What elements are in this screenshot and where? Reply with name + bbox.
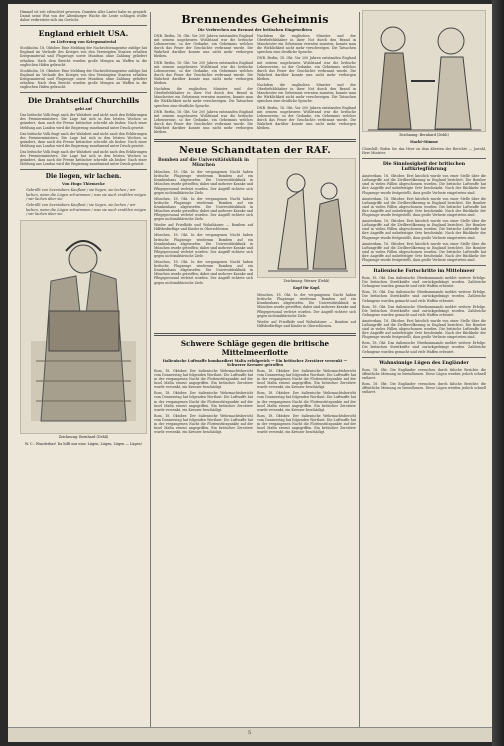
cartoon-drawing-right — [363, 11, 485, 131]
cartoon-caption-left: W. C.: Wunderbar! Da hilft nur eins: Lügen, Lügen, Lügen — Lügen! — [24, 442, 143, 447]
article-raf-4: München, 18. Okt. In der vergangenen Nacht haben britische Flugzeuge wiederum Bomben auf ein Krankenhaus abgeworfen. Die Universitätsklinik in München wurde getroffen; dabei sind mehrere Kranke und Pflegepersonal verletzt worden. Der Angriff richtete sich gegen nichtmilitärische Ziele. — [154, 233, 253, 258]
article-raf-6: München, 18. Okt. In der vergangenen Nacht haben britische Flugzeuge wiederum Bomben auf ein Krankenhaus abgeworfen. Die Universitätsklinik in München wurde getroffen; dabei sind mehrere Kranke und Pflegepersonal verletzt worden. Der Angriff richtete sich gegen nichtmilitärische Ziele. — [257, 293, 356, 318]
subheadline-churchill: geht auf — [75, 107, 92, 112]
cartoon-drawing-center — [258, 159, 355, 277]
scan-edge — [492, 0, 504, 746]
article-geheimnis-2c: Nachdem die englischen Minister und der Oberbefehlshaber in ihrer Not durch den Brand in Manchester ein Geheimnis verraten mussten, konnte man die Wirklichkeit nicht mehr verschweigen. Die Tatsachen sprechen eine deutliche Sprache. — [257, 83, 356, 104]
cartoon-caption-center: Kopf für Kopf. — [292, 286, 321, 291]
column-rule — [359, 12, 360, 734]
cartoon-caption-text-right: Churchill: Rufen Sie das Heer zu dem ältesten der Berichte — Jawohl, Herr Minister. — [362, 147, 486, 156]
article-luftkrieg-1: Amsterdam, 18. Oktober. Erst kürzlich wurde von einer Stelle über die Luftangriffe auf die Zivilbevölkerung in England berichtet. Die Bomber sind in vielen Fällen abgeschossen worden. Die britische Luftwaffe hat ihre Angriffe auf unbefestigte Orte beschränkt. Nach der Rückkehr der Flugzeuge wurde festgestellt, dass große Verluste eingetreten sind. — [362, 174, 486, 195]
newspaper-page — [8, 4, 492, 742]
column-right — [362, 10, 486, 735]
cartoon-illustration-left — [20, 220, 147, 434]
divider-double — [154, 139, 356, 142]
article-raf-3: Wieder auf Friedhöfe und Wohnhäuser — Bomben auf Hilfsbedürftige und Kinder in Oberschlesien. — [154, 223, 253, 232]
headline-italien: Italienische Fortschritte im Mittelmeer — [373, 269, 475, 275]
subheadline-brennendes-geheimnis: Die Verbrechen am Brennst der britischen Eingeweihten — [197, 28, 313, 32]
article-mittelmeer-6: Rom, 18. Oktober. Der italienische Wehrmachtsbericht vom Donnerstag hat folgenden Wortlaut: Die Luftwaffe hat in der vergangenen Nacht die Flottenstützpunkte auf der Insel Malta erneut angegriffen. Ein britischer Zerstörer wurde versenkt, ein Kreuzer beschädigt. — [257, 413, 356, 435]
article-italien-3: Rom, 18. Okt. Das italienische Oberkommando meldet weitere Erfolge. Die britischen Streitkräfte sind zurückgedrängt worden. Zahlreiche Gefangene wurden gemacht und viele Waffen erbeutet. — [362, 304, 486, 317]
article-luftkrieg-3: Amsterdam, 18. Oktober. Erst kürzlich wurde von einer Stelle über die Luftangriffe auf die Zivilbevölkerung in England berichtet. Die Bomber sind in vielen Fällen abgeschossen worden. Die britische Luftwaffe hat ihre Angriffe auf unbefestigte Orte beschränkt. Nach der Rückkehr der Flugzeuge wurde festgestellt, dass große Verluste eingetreten sind. — [362, 219, 486, 240]
article-mittelmeer-1: Rom, 18. Oktober. Der italienische Wehrmachtsbericht vom Donnerstag hat folgenden Wortlaut: Die Luftwaffe hat in der vergangenen Nacht die Flottenstützpunkte auf der Insel Malta erneut angegriffen. Ein britischer Zerstörer wurde versenkt, ein Kreuzer beschädigt. — [154, 368, 253, 390]
divider — [362, 265, 486, 266]
divider — [20, 25, 147, 26]
article-italien-2: Rom, 18. Okt. Das italienische Oberkommando meldet weitere Erfolge. Die britischen Streitkräfte sind zurückgedrängt worden. Zahlreiche Gefangene wurden gemacht und viele Waffen erbeutet. — [362, 290, 486, 303]
article-mittelmeer-4: Rom, 18. Oktober. Der italienische Wehrmachtsbericht vom Donnerstag hat folgenden Wortlaut: Die Luftwaffe hat in der vergangenen Nacht die Flottenstützpunkte auf der Insel Malta erneut angegriffen. Ein britischer Zerstörer wurde versenkt, ein Kreuzer beschädigt. — [257, 368, 356, 390]
poem-text-2: Gebrüllt von Seeräubers Kaufleut / sie liegen, sie lachen / wir lachen, wenn die Lügen schwimmen / was sie auch erzählen mögen / wir lachen über sie — [26, 203, 147, 216]
poem-author: Von Hugo Thiemecke — [62, 182, 105, 187]
article-italien-5: Rom, 18. Okt. Das italienische Oberkommando meldet weitere Erfolge. Die britischen Streitkräfte sind zurückgedrängt worden. Zahlreiche Gefangene wurden gemacht und viele Waffen erbeutet. — [362, 341, 486, 354]
article-mittelmeer-row — [154, 369, 356, 436]
article-geheimnis-2d: DNB. Berlin, 18. Okt. Vor 200 Jahren entstanden England mit seinem ungeheuren Wohlstand war die britische Lebensweise, so der Gedanke, ein Geheimnis welches durch das Feuer der Geschichte verbrannt wurde. Die Wahrheit darüber konnte nun nicht mehr verborgen bleiben. — [257, 105, 356, 130]
article-mittelmeer-3: Rom, 18. Oktober. Der italienische Wehrmachtsbericht vom Donnerstag hat folgenden Wortlaut: Die Luftwaffe hat in der vergangenen Nacht die Flottenstützpunkte auf der Insel Malta erneut angegriffen. Ein britischer Zerstörer wurde versenkt, ein Kreuzer beschädigt. — [154, 413, 253, 435]
article-geheimnis-2b: DNB. Berlin, 18. Okt. Vor 200 Jahren entstanden England mit seinem ungeheuren Wohlstand war die britische Lebensweise, so der Gedanke, ein Geheimnis welches durch das Feuer der Geschichte verbrannt wurde. Die Wahrheit darüber konnte nun nicht mehr verborgen bleiben. — [257, 56, 356, 81]
column-center — [154, 10, 356, 735]
article-italien-4: Amsterdam, 18. Oktober. Erst kürzlich wurde von einer Stelle über die Luftangriffe auf die Zivilbevölkerung in England berichtet. Die Bomber sind in vielen Fällen abgeschossen worden. Die britische Luftwaffe hat ihre Angriffe auf unbefestigte Orte beschränkt. Nach der Rückkehr der Flugzeuge wurde festgestellt, dass große Verluste eingetreten sind. — [362, 318, 486, 340]
column1-top-text: Himmel ist seit erleuchtet gewesen. Damiten aller Laster habe zu gespielt. Damit seine Wut von der Altenburger Wache die Leute schlagen wollte daher verbreitete sich ein Gerücht. — [20, 10, 147, 23]
cartoon-drawing — [21, 221, 146, 433]
cartoon-illustration-center — [257, 158, 356, 278]
divider — [20, 169, 147, 170]
article-italien-1: Rom, 18. Okt. Das italienische Oberkommando meldet weitere Erfolge. Die britischen Streitkräfte sind zurückgedrängt worden. Zahlreiche Gefangene wurden gemacht und viele Waffen erbeutet. — [362, 276, 486, 289]
article-mittelmeer-5: Rom, 18. Oktober. Der italienische Wehrmachtsbericht vom Donnerstag hat folgenden Wortlaut: Die Luftwaffe hat in der vergangenen Nacht die Flottenstützpunkte auf der Insel Malta erneut angegriffen. Ein britischer Zerstörer wurde versenkt, ein Kreuzer beschädigt. — [257, 391, 356, 412]
headline-wahnsinnige-luegen: Wahnsinnige Lügen des Engländer — [379, 360, 469, 366]
cartoon-credit-center: Zeichnung: Werner (Dehli) — [283, 279, 330, 284]
article-churchill: Das britische Volk fragt nach der Wahrheit und nicht nach den Erklärungen des Premierministers. Die Lage hat sich in den letzten Wochen so geändert, dass auch die Presse kritischer schreibt als bisher. Nach einer Meldung aus London wird die Regierung zunehmend unter Druck gesetzt. — [20, 113, 147, 130]
divider — [20, 92, 147, 93]
article-raf-1: München, 18. Okt. In der vergangenen Nacht haben britische Flugzeuge wiederum Bomben auf ein Krankenhaus abgeworfen. Die Universitätsklinik in München wurde getroffen; dabei sind mehrere Kranke und Pflegepersonal verletzt worden. Der Angriff richtete sich gegen nichtmilitärische Ziele. — [154, 170, 253, 195]
article-geheimnis-1c: Nachdem die englischen Minister und der Oberbefehlshaber in ihrer Not durch den Brand in Manchester ein Geheimnis verraten mussten, konnte man die Wirklichkeit nicht mehr verschweigen. Die Tatsachen sprechen eine deutliche Sprache. — [154, 87, 253, 108]
article-mittelmeer-2: Rom, 18. Oktober. Der italienische Wehrmachtsbericht vom Donnerstag hat folgenden Wortlaut: Die Luftwaffe hat in der vergangenen Nacht die Flottenstützpunkte auf der Insel Malta erneut angegriffen. Ein britischer Zerstörer wurde versenkt, ein Kreuzer beschädigt. — [154, 391, 253, 412]
cartoon-credit-right: Zeichnung: Bernhard (Dehli) — [399, 133, 449, 137]
divider — [362, 158, 486, 159]
headline-luftkrieg: Die Sinnlosigkeit der britischen Luftkriegführung — [382, 162, 466, 173]
headline-poem: Die liegen, wir lachen. — [45, 173, 122, 181]
column-left — [20, 10, 147, 735]
article-geheimnis-1d: DNB. Berlin, 18. Okt. Vor 200 Jahren entstanden England mit seinem ungeheuren Wohlstand war die britische Lebensweise, so der Gedanke, ein Geheimnis welches durch das Feuer der Geschichte verbrannt wurde. Die Wahrheit darüber konnte nun nicht mehr verborgen bleiben. — [154, 109, 253, 135]
headline-mittelmeerflotte: Schwere Schläge gegen die britische Mittelmeerflotte — [180, 338, 330, 357]
article-luegen-2: Rom, 18. Okt. Die Engländer versuchen durch falsche Berichte die öffentliche Meinung zu beeinflussen. Diese Lügen werden jedoch schnell entlarvt. — [362, 381, 486, 395]
article-churchill-cont2: Das britische Volk fragt nach der Wahrheit und nicht nach den Erklärungen des Premierministers. Die Lage hat sich in den letzten Wochen so geändert, dass auch die Presse kritischer schreibt als bisher. Nach einer Meldung aus London wird die Regierung zunehmend unter Druck gesetzt. — [20, 149, 147, 167]
subheadline-mittelmeerflotte: Italienische Luftwaffe bombardiert Malta erfolgreich — Ein britischer Zerstörer versenkt — Schwerer Kreuzer getroffen — [162, 358, 348, 367]
headline-england-usa: England erhielt USA. — [38, 29, 129, 39]
article-geheimnis-1b: DNB. Berlin, 18. Okt. Vor 200 Jahren entstanden England mit seinem ungeheuren Wohlstand war die britische Lebensweise, so der Gedanke, ein Geheimnis welches durch das Feuer der Geschichte verbrannt wurde. Die Wahrheit darüber konnte nun nicht mehr verborgen bleiben. — [154, 60, 253, 86]
page-footer — [8, 727, 492, 742]
subheadline-england-usa: zu Lieferung von Kriegsmaterial — [50, 40, 117, 45]
headline-churchill: Die Drahtseilaf Churchills — [27, 96, 140, 106]
page-number: 5 — [248, 730, 252, 736]
headline-brennendes-geheimnis: Brennendes Geheimnis — [181, 13, 329, 26]
article-england-usa-cont: Stockholm, 18. Oktober. Eine Meldung der Nachrichtenagentur zufolge hat England im Verlaufe des Krieges von den Vereinigten Staaten erhalten Kriegsmaterial und Flugzeuge sowie Munition ohne Zahlung geliefert erhalten. Nach dem Bericht wurden große Mengen an Waffen in die englischen Häfen gebracht. — [20, 68, 147, 90]
article-raf-7: Wieder auf Friedhöfe und Wohnhäuser — Bomben auf Hilfsbedürftige und Kinder in Oberschlesien. — [257, 319, 356, 328]
divider — [362, 357, 486, 358]
article-geheimnis-2: Nachdem die englischen Minister und der Oberbefehlshaber in ihrer Not durch den Brand in Manchester ein Geheimnis verraten mussten, konnte man die Wirklichkeit nicht mehr verschweigen. Die Tatsachen sprechen eine deutliche Sprache. — [257, 34, 356, 55]
poem-text: Gebrüllt von Seeräubers Kaufleut / sie liegen, sie lachen / wir lachen, wenn die Lügen schwimmen / was sie auch erzählen mögen / wir lachen über sie — [26, 188, 147, 201]
cartoon-illustration-right — [362, 10, 486, 132]
divider-double — [154, 333, 356, 336]
article-two-col — [154, 34, 356, 136]
article-england-usa: Stockholm, 18. Oktober. Eine Meldung der Nachrichtenagentur zufolge hat England im Verlaufe des Krieges von den Vereinigten Staaten erhalten Kriegsmaterial und Flugzeuge sowie Munition ohne Zahlung geliefert erhalten. Nach dem Bericht wurden große Mengen an Waffen in die englischen Häfen gebracht. — [20, 46, 147, 67]
article-luftkrieg-2: Amsterdam, 18. Oktober. Erst kürzlich wurde von einer Stelle über die Luftangriffe auf die Zivilbevölkerung in England berichtet. Die Bomber sind in vielen Fällen abgeschossen worden. Die britische Luftwaffe hat ihre Angriffe auf unbefestigte Orte beschränkt. Nach der Rückkehr der Flugzeuge wurde festgestellt, dass große Verluste eingetreten sind. — [362, 196, 486, 218]
cartoon-credit-left: Zeichnung: Bernhard (Dehli) — [58, 435, 109, 440]
headline-raf: Neue Schandtaten der RAF. — [179, 145, 331, 157]
cartoon-caption-right: Macht-Stimme — [409, 140, 439, 144]
subheadline-raf: Bomben auf die Universitätsklinik in München — [158, 158, 249, 169]
article-luegen-1: Rom, 18. Okt. Die Engländer versuchen durch falsche Berichte die öffentliche Meinung zu beeinflussen. Diese Lügen werden jedoch schnell entlarvt. — [362, 367, 486, 380]
article-churchill-cont: Das britische Volk fragt nach der Wahrheit und nicht nach den Erklärungen des Premierministers. Die Lage hat sich in den letzten Wochen so geändert, dass auch die Presse kritischer schreibt als bisher. Nach einer Meldung aus London wird die Regierung zunehmend unter Druck gesetzt. — [20, 131, 147, 148]
article-raf-5: München, 18. Okt. In der vergangenen Nacht haben britische Flugzeuge wiederum Bomben auf ein Krankenhaus abgeworfen. Die Universitätsklinik in München wurde getroffen; dabei sind mehrere Kranke und Pflegepersonal verletzt worden. Der Angriff richtete sich gegen nichtmilitärische Ziele. — [154, 260, 253, 285]
article-raf-row — [154, 158, 356, 330]
column-rule — [150, 12, 151, 734]
article-luftkrieg-4: Amsterdam, 18. Oktober. Erst kürzlich wurde von einer Stelle über die Luftangriffe auf die Zivilbevölkerung in England berichtet. Die Bomber sind in vielen Fällen abgeschossen worden. Die britische Luftwaffe hat ihre Angriffe auf unbefestigte Orte beschränkt. Nach der Rückkehr der Flugzeuge wurde festgestellt, dass große Verluste eingetreten sind. — [362, 241, 486, 262]
article-geheimnis-1: DNB. Berlin, 18. Okt. Vor 200 Jahren entstanden England mit seinem ungeheuren Wohlstand war die britische Lebensweise, so der Gedanke, ein Geheimnis welches durch das Feuer der Geschichte verbrannt wurde. Die Wahrheit darüber konnte nun nicht mehr verborgen bleiben. — [154, 34, 253, 59]
article-raf-2: München, 18. Okt. In der vergangenen Nacht haben britische Flugzeuge wiederum Bomben auf ein Krankenhaus abgeworfen. Die Universitätsklinik in München wurde getroffen; dabei sind mehrere Kranke und Pflegepersonal verletzt worden. Der Angriff richtete sich gegen nichtmilitärische Ziele. — [154, 196, 253, 222]
